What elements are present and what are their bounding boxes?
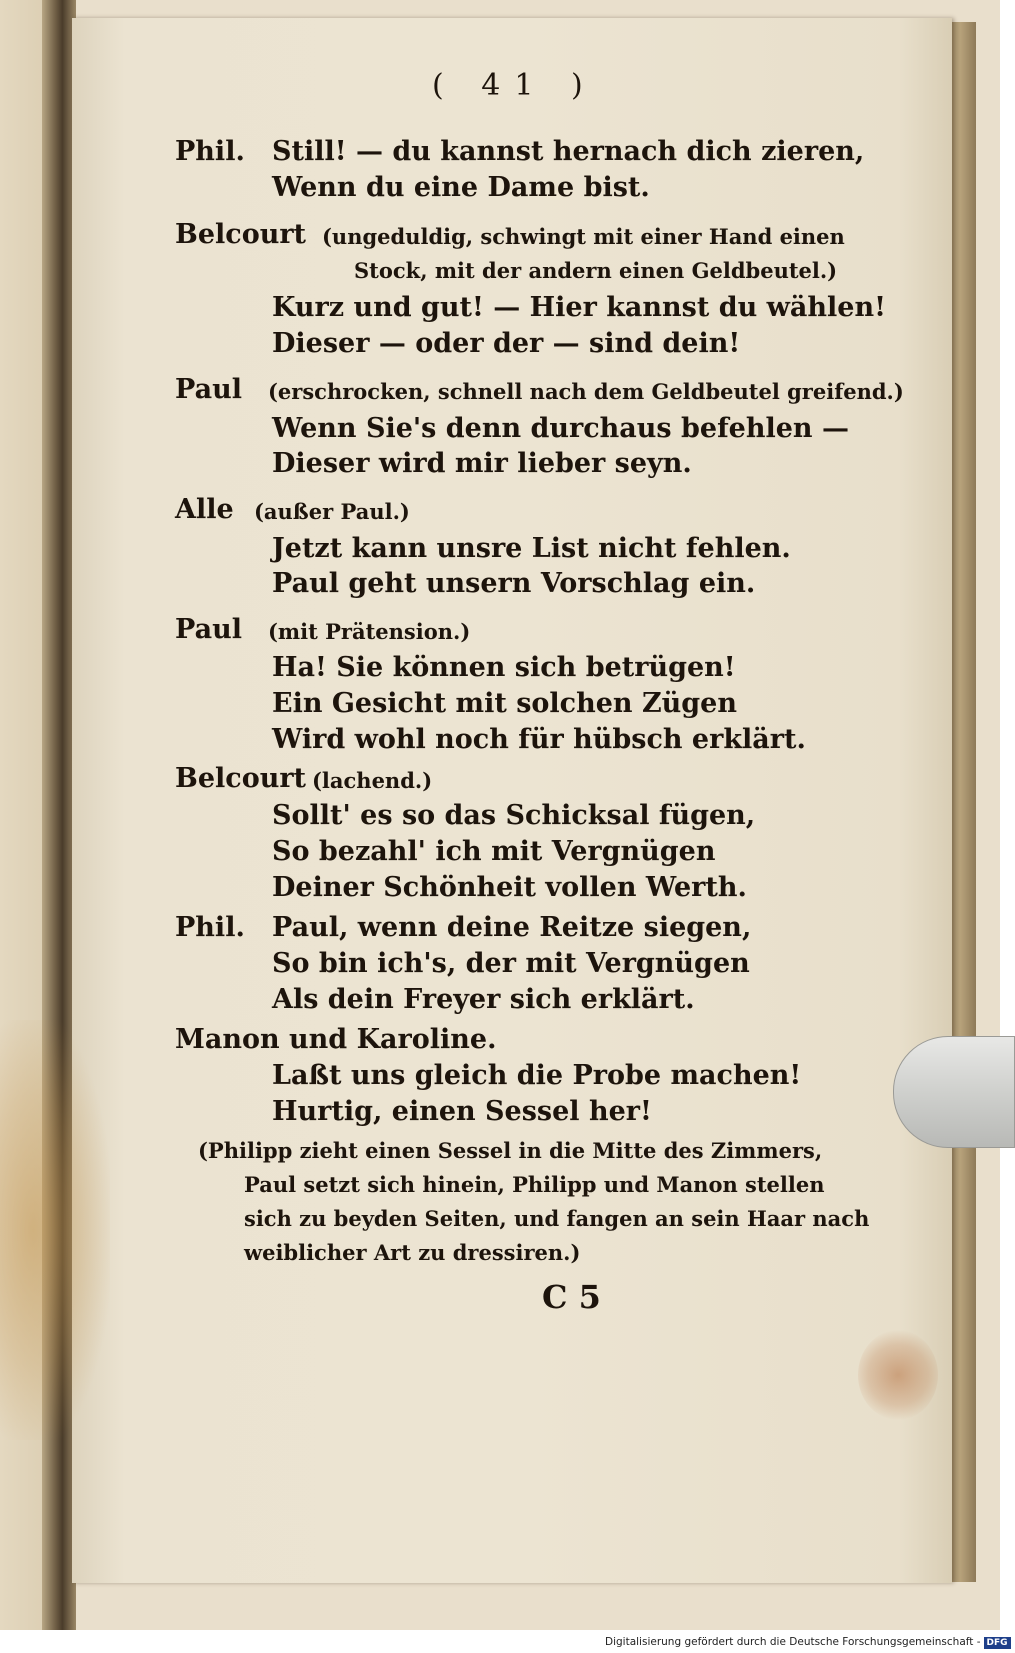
verse-line: Laßt uns gleich die Probe machen!	[272, 1060, 802, 1091]
dfg-logo: DFG	[984, 1637, 1011, 1649]
verse-line: Dieser — oder der — sind dein!	[272, 328, 741, 359]
credit-text: Digitalisierung gefördert durch die Deutsche Forschungsgemeinschaft -	[605, 1636, 981, 1648]
stage-direction: (mit Prätension.)	[268, 619, 471, 644]
stage-direction: weiblicher Art zu dressiren.)	[244, 1240, 581, 1265]
verse-line: Paul geht unsern Vorschlag ein.	[272, 568, 756, 599]
stage-direction: Paul setzt sich hinein, Philipp und Manon stellen	[244, 1172, 825, 1197]
stage-direction: (lachend.)	[312, 768, 433, 793]
verse-line: So bezahl' ich mit Vergnügen	[272, 836, 716, 867]
verse-line: Jetzt kann unsre List nicht fehlen.	[272, 533, 791, 564]
verse-line: Deiner Schönheit vollen Werth.	[272, 872, 747, 903]
verse-line: Dieser wird mir lieber seyn.	[272, 448, 692, 479]
verse-line: Kurz und gut! — Hier kannst du wählen!	[272, 292, 886, 323]
speaker-name: Phil.	[175, 912, 245, 943]
verse-line: Wird wohl noch für hübsch erklärt.	[272, 724, 806, 755]
speaker-name: Alle	[175, 494, 234, 525]
verse-line: Sollt' es so das Schicksal fügen,	[272, 800, 756, 831]
stage-direction: (außer Paul.)	[254, 499, 410, 524]
page-number: ( 41 )	[432, 68, 597, 103]
verse-line: Ha! Sie können sich betrügen!	[272, 652, 736, 683]
stage-direction: (Philipp zieht einen Sessel in die Mitte des Zimmers,	[198, 1138, 823, 1163]
speaker-name: Paul	[175, 614, 242, 645]
speaker-name: Manon und Karoline.	[175, 1024, 497, 1055]
stage-direction: (ungeduldig, schwingt mit einer Hand einen	[322, 224, 845, 249]
verse-line: Wenn du eine Dame bist.	[272, 172, 650, 203]
stage-direction: Stock, mit der andern einen Geldbeutel.)	[354, 258, 838, 283]
signature-mark: C 5	[542, 1278, 601, 1316]
verse-line: Paul, wenn deine Reitze siegen,	[272, 912, 752, 943]
stage-direction: (erschrocken, schnell nach dem Geldbeutel greifend.)	[268, 379, 904, 404]
verse-line: So bin ich's, der mit Vergnügen	[272, 948, 750, 979]
speaker-name: Paul	[175, 374, 242, 405]
speaker-name: Phil.	[175, 136, 245, 167]
verse-line: Still! — du kannst hernach dich zieren,	[272, 136, 865, 167]
verse-line: Wenn Sie's denn durchaus befehlen —	[272, 413, 849, 444]
digitization-credit	[605, 1636, 1011, 1652]
verse-line: Ein Gesicht mit solchen Zügen	[272, 688, 737, 719]
speaker-name: Belcourt	[175, 219, 307, 250]
speaker-name: Belcourt	[175, 763, 307, 794]
verse-line: Hurtig, einen Sessel her!	[272, 1096, 652, 1127]
stage-direction: sich zu beyden Seiten, und fangen an sein Haar nach	[244, 1206, 870, 1231]
verse-line: Als dein Freyer sich erklärt.	[272, 984, 695, 1015]
